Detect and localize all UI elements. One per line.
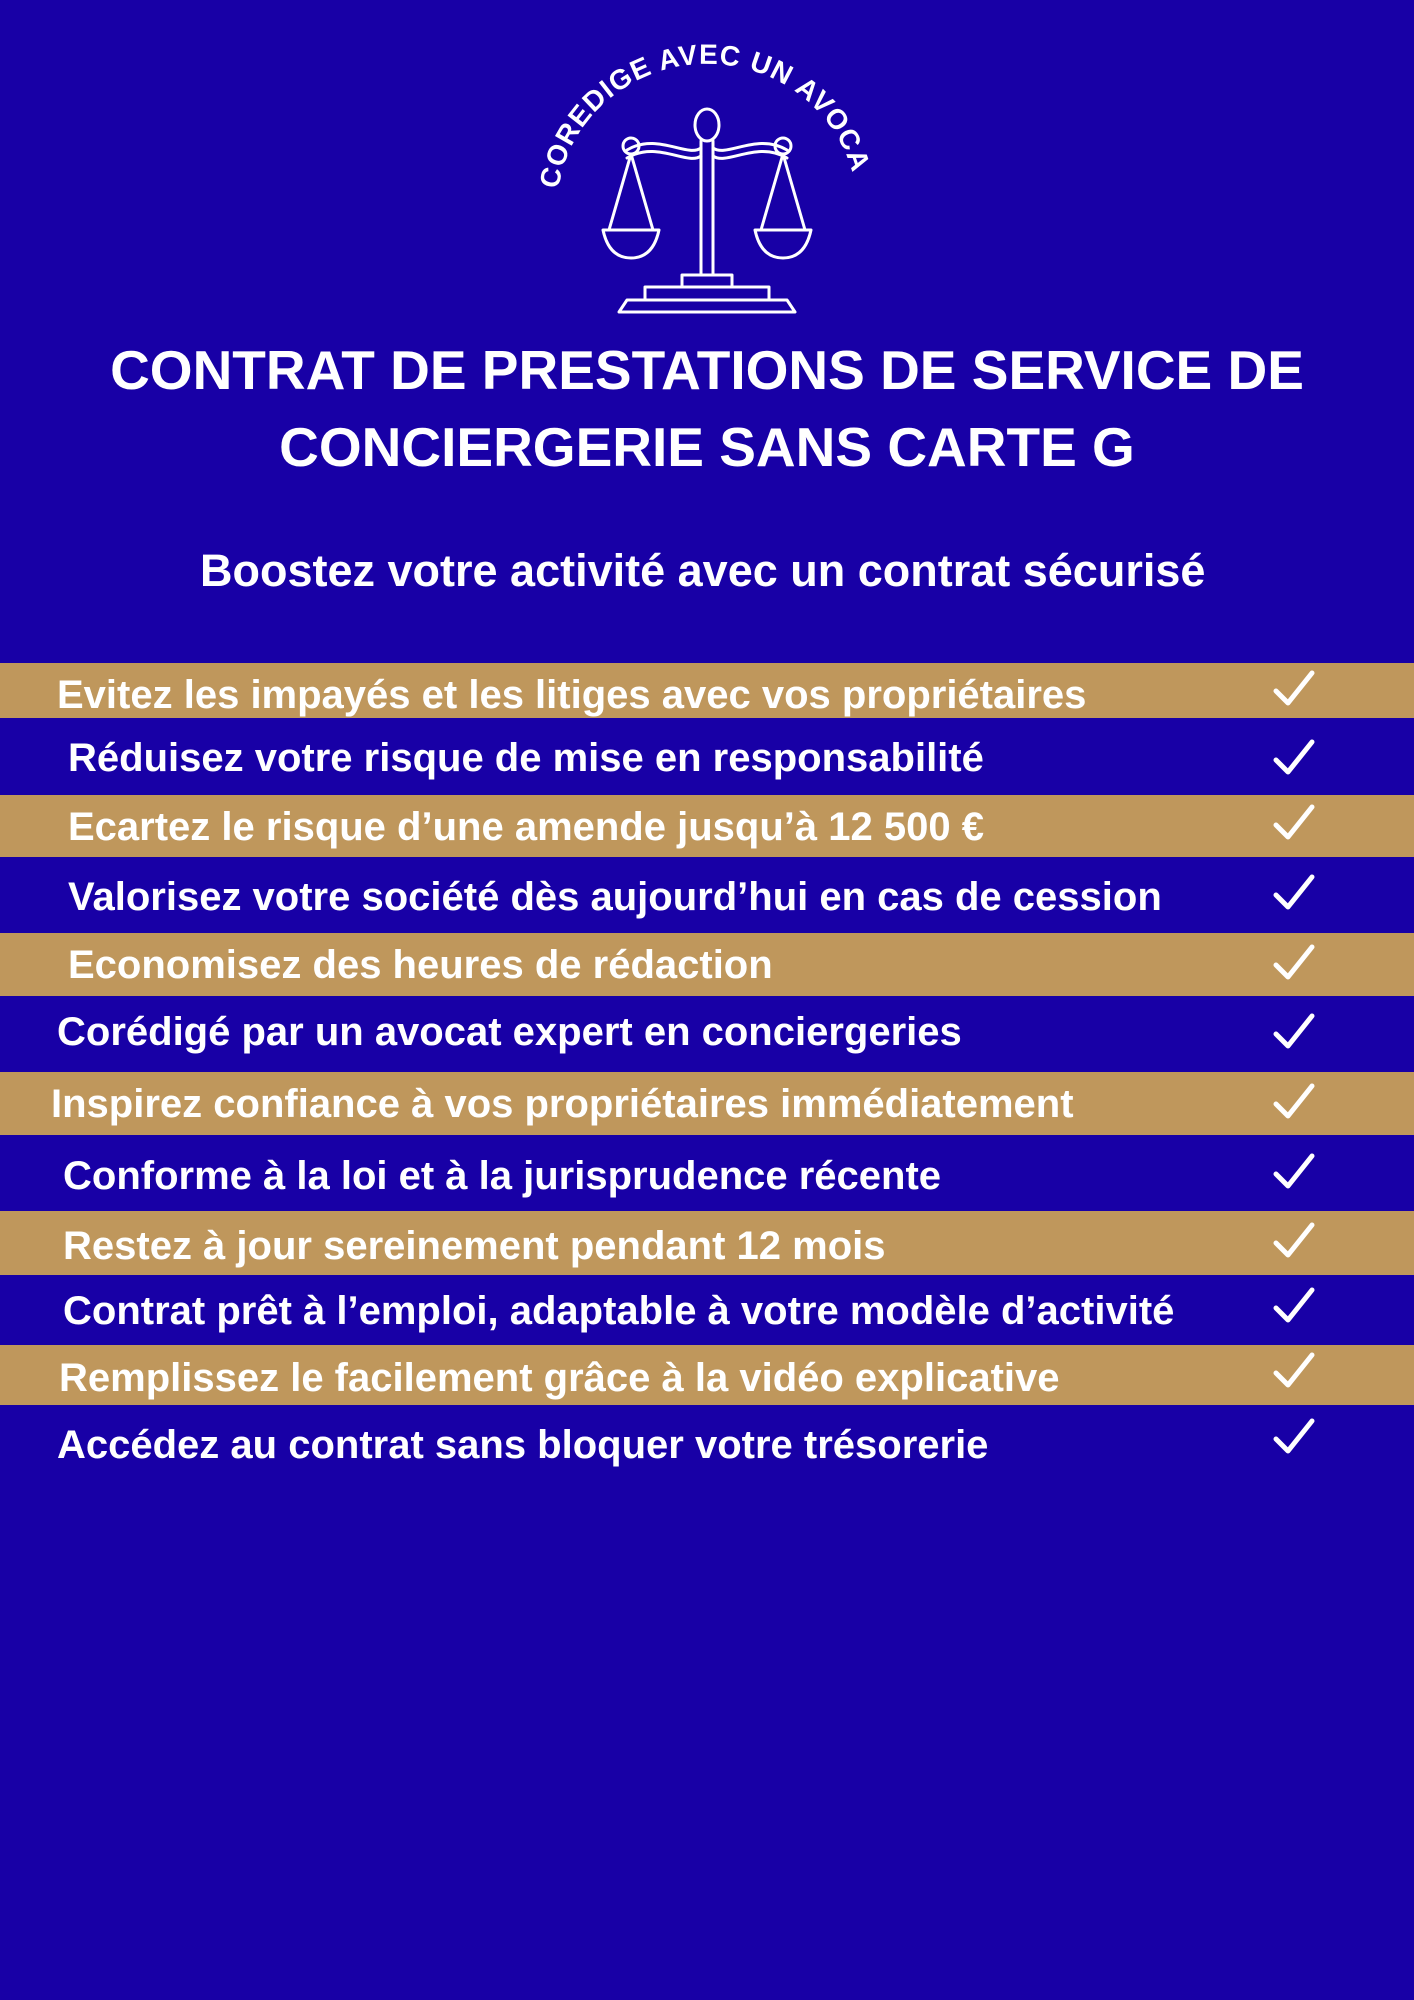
check-icon — [1272, 1221, 1316, 1261]
title-line-1: CONTRAT DE PRESTATIONS DE SERVICE DE — [110, 339, 1304, 401]
feature-row — [0, 1405, 1414, 1475]
check-icon — [1272, 1012, 1316, 1052]
feature-row — [0, 718, 1414, 795]
check-icon — [1272, 1351, 1316, 1391]
check-icon — [1272, 738, 1316, 778]
check-icon — [1272, 669, 1316, 709]
feature-row — [0, 1275, 1414, 1345]
feature-label: Valorisez votre société dès aujourd’hui en cas de cession — [68, 875, 1162, 919]
check-icon — [1272, 1286, 1316, 1326]
check-icon — [1272, 943, 1316, 983]
feature-row — [0, 1211, 1414, 1275]
feature-label: Evitez les impayés et les litiges avec vos propriétaires — [57, 673, 1087, 717]
subtitle: Boostez votre activité avec un contrat sécurisé — [200, 545, 1206, 596]
feature-label: Ecartez le risque d’une amende jusqu’à 12 500 € — [68, 805, 984, 849]
feature-row — [0, 996, 1414, 1072]
feature-label: Restez à jour sereinement pendant 12 mois — [63, 1224, 886, 1268]
title-line-2: CONCIERGERIE SANS CARTE G — [279, 416, 1135, 478]
feature-label: Conforme à la loi et à la jurisprudence récente — [63, 1154, 942, 1198]
feature-row — [0, 1345, 1414, 1405]
feature-label: Contrat prêt à l’emploi, adaptable à votre modèle d’activité — [63, 1289, 1175, 1333]
logo — [527, 30, 887, 320]
check-icon — [1272, 873, 1316, 913]
feature-label: Economisez des heures de rédaction — [68, 943, 773, 987]
feature-row — [0, 1072, 1414, 1135]
check-icon — [1272, 803, 1316, 843]
feature-label: Inspirez confiance à vos propriétaires immédiatement — [51, 1082, 1074, 1126]
feature-label: Corédigé par un avocat expert en conciergeries — [57, 1010, 962, 1054]
feature-row — [0, 933, 1414, 996]
check-icon — [1272, 1152, 1316, 1192]
logo-arc-text: COREDIGE AVEC UN AVOCA — [533, 38, 876, 191]
feature-row — [0, 1135, 1414, 1211]
feature-row — [0, 663, 1414, 718]
check-icon — [1272, 1417, 1316, 1457]
feature-label: Remplissez le facilement grâce à la vidéo explicative — [59, 1356, 1060, 1400]
feature-label: Accédez au contrat sans bloquer votre trésorerie — [57, 1423, 989, 1467]
feature-row — [0, 795, 1414, 857]
feature-row — [0, 857, 1414, 933]
feature-label: Réduisez votre risque de mise en responsabilité — [68, 736, 984, 780]
scales-of-justice-icon — [527, 30, 887, 320]
page-title — [0, 332, 1414, 486]
check-icon — [1272, 1082, 1316, 1122]
